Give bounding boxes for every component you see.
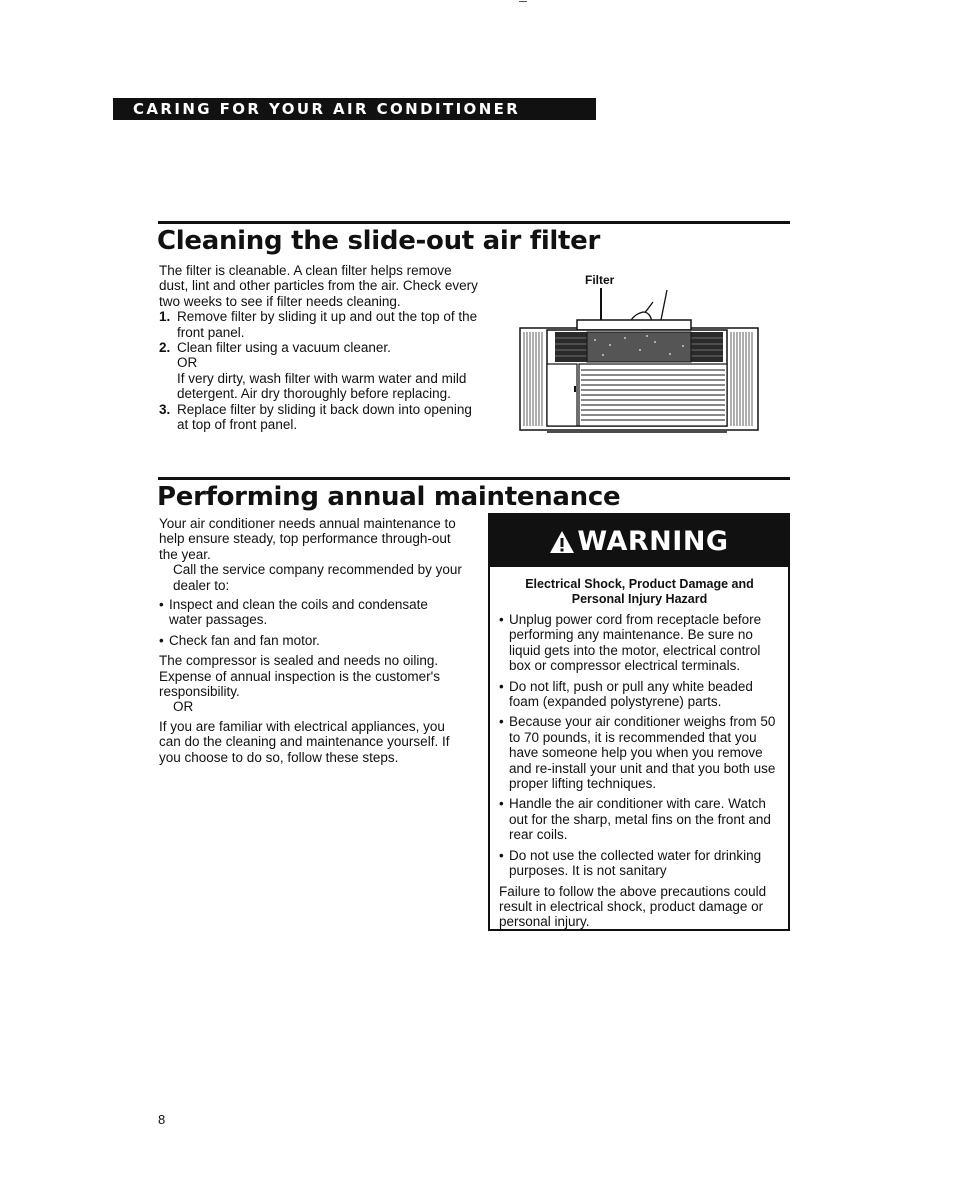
warning-triangle-icon: [549, 530, 575, 554]
compressor-note: The compressor is sealed and needs no oiling. Expense of annual inspection is the customer's responsibility.: [159, 653, 440, 700]
filter-step: [159, 402, 479, 433]
page-number: 8: [158, 1112, 166, 1127]
warning-header: [490, 515, 788, 567]
list-item: • Inspect and clean the coils and condensate water passages.: [159, 597, 464, 628]
maintenance-intro: Your air conditioner needs annual maintenance to help ensure steady, top performance through-out the year.: [159, 516, 456, 562]
maintenance-bullets: [159, 597, 464, 648]
list-item: • Handle the air conditioner with care. Watch out for the sharp, metal fins on the front and rear coils.: [499, 796, 780, 842]
filter-steps: [159, 309, 479, 432]
warning-box: [488, 513, 790, 931]
maintenance-or: OR: [173, 699, 194, 715]
filter-step: [159, 340, 479, 402]
list-item: • Unplug power cord from receptacle before performing any maintenance. Be sure no liquid gets into the motor, electrical control box or compressor electrical terminals.: [499, 612, 780, 674]
list-item: • Do not lift, push or pull any white beaded foam (expanded polystyrene) parts.: [499, 679, 780, 710]
step-number: 2.: [159, 340, 171, 356]
hazard-line: Electrical Shock, Product Damage and: [525, 577, 754, 591]
maintenance-call: Call the service company recommended by your dealer to:: [173, 562, 462, 593]
list-item: • Do not use the collected water for drinking purposes. It is not sanitary: [499, 848, 780, 879]
section-banner: CARING FOR YOUR AIR CONDITIONER: [113, 98, 596, 120]
list-item: • Because your air conditioner weighs from 50 to 70 pounds, it is recommended that you have someone help you when you remove and re-install your unit and that you both use proper lifting techniques.: [499, 714, 780, 791]
filter-figure-label: Filter: [585, 273, 615, 287]
warning-title: WARNING: [577, 525, 729, 557]
maintenance-section-title: Performing annual maintenance: [157, 482, 621, 512]
section-rule: [158, 477, 790, 480]
hazard-line: Personal Injury Hazard: [571, 592, 708, 606]
air-conditioner-illustration: [515, 280, 765, 440]
step-text: Clean filter using a vacuum cleaner.: [177, 340, 391, 356]
warning-bullets: [499, 612, 780, 879]
step-extra: If very dirty, wash filter with warm water and mild detergent. Air dry thoroughly before replacing.: [177, 370, 467, 402]
step-number: 1.: [159, 309, 171, 325]
step-or: OR: [177, 355, 198, 371]
list-item: • Check fan and fan motor.: [159, 633, 464, 648]
filter-intro: The filter is cleanable. A clean filter helps remove dust, lint and other particles from the air. Check every two weeks to see if filter needs cleaning.: [159, 263, 478, 309]
filter-instructions: [159, 263, 479, 432]
hazard-title: [499, 577, 780, 607]
section-rule: [158, 221, 790, 224]
self-service-note: If you are familiar with electrical appliances, you can do the cleaning and maintenance yourself. If you choose to do so, follow these steps.: [159, 718, 450, 765]
registration-mark: [519, 1, 527, 2]
step-text: Remove filter by sliding it up and out the top of the front panel.: [177, 309, 478, 340]
warning-body: [490, 567, 788, 930]
filter-step: [159, 309, 479, 340]
maintenance-text: [159, 516, 464, 765]
step-text: Replace filter by sliding it back down into opening at top of front panel.: [177, 401, 472, 433]
warning-footer: Failure to follow the above precautions could result in electrical shock, product damage or personal injury.: [499, 883, 767, 930]
step-number: 3.: [159, 401, 171, 417]
filter-section-title: Cleaning the slide-out air filter: [157, 226, 601, 256]
